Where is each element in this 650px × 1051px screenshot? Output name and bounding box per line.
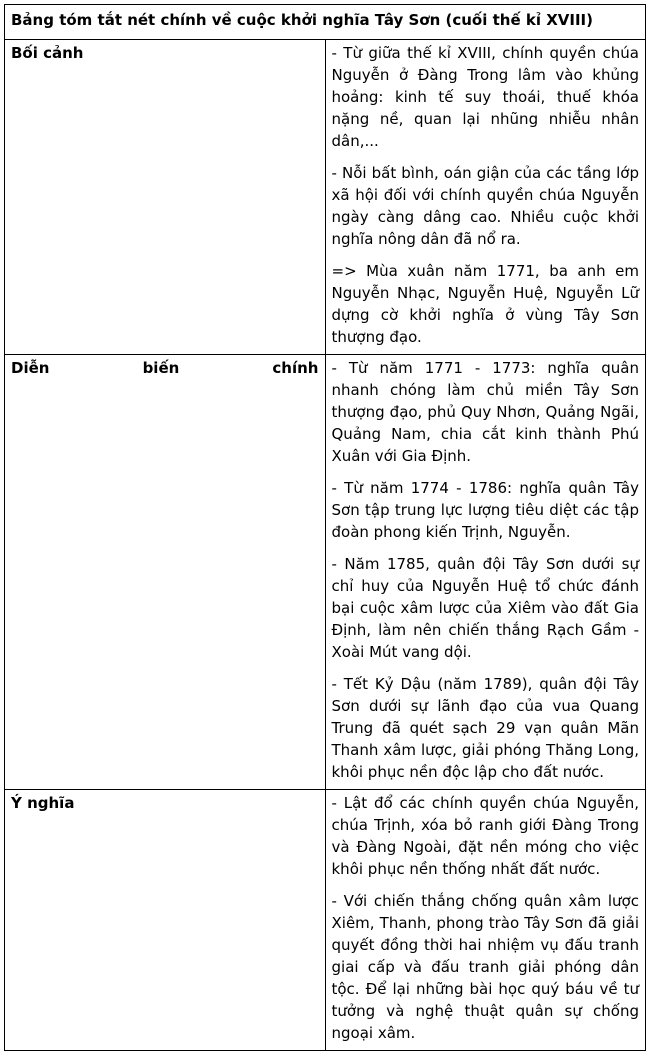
row-label-events: Diễn biến chính [5, 355, 326, 790]
summary-table [4, 4, 646, 1051]
row-label-significance: Ý nghĩa [5, 790, 326, 1051]
table-row [5, 40, 646, 355]
row-content-context [325, 40, 646, 355]
paragraph: - Từ năm 1774 - 1786: nghĩa quân Tây Sơn tập trung lực lượng tiêu diệt các tập đoàn phong kiến Trịnh, Nguyễn. [331, 479, 639, 541]
table-row [5, 790, 646, 1051]
paragraph: - Từ năm 1771 - 1773: nghĩa quân nhanh chóng làm chủ miền Tây Sơn thượng đạo, phủ Quy Nhơn, Quảng Ngãi, Quảng Nam, chia cắt kinh thành Phú Xuân với Gia Định. [331, 359, 639, 465]
paragraph: - Với chiến thắng chống quân xâm lược Xiêm, Thanh, phong trào Tây Sơn đã giải quyết đồng thời hai nhiệm vụ đấu tranh giai cấp và đấu tranh giải phóng dân tộc. Để lại những bài học quý báu về tư tưởng và nghệ thuật quân sự chống ngoại xâm. [331, 892, 639, 1042]
row-content-events [325, 355, 646, 790]
paragraph: - Từ giữa thế kỉ XVIII, chính quyền chúa Nguyễn ở Đàng Trong lâm vào khủng hoảng: kinh tế suy thoái, thuế khóa nặng nề, quan lại nhũng nhiễu nhân dân,... [331, 44, 639, 150]
table-title: Bảng tóm tắt nét chính về cuộc khởi nghĩa Tây Sơn (cuối thế kỉ XVIII) [5, 5, 646, 40]
paragraph: => Mùa xuân năm 1771, ba anh em Nguyễn Nhạc, Nguyễn Huệ, Nguyễn Lữ dựng cờ khởi nghĩa ở vùng Tây Sơn thượng đạo. [331, 262, 639, 346]
title-row [5, 5, 646, 40]
row-label-context: Bối cảnh [5, 40, 326, 355]
paragraph: - Năm 1785, quân đội Tây Sơn dưới sự chỉ huy của Nguyễn Huệ tổ chức đánh bại cuộc xâm lược của Xiêm vào đất Gia Định, làm nên chiến thắng Rạch Gầm - Xoài Mút vang dội. [331, 555, 639, 661]
paragraph: - Nỗi bất bình, oán giận của các tầng lớp xã hội đối với chính quyền chúa Nguyễn ngày càng dâng cao. Nhiều cuộc khởi nghĩa nông dân đã nổ ra. [331, 164, 639, 248]
table-row [5, 355, 646, 790]
paragraph: - Tết Kỷ Dậu (năm 1789), quân đội Tây Sơn dưới sự lãnh đạo của vua Quang Trung đã quét sạch 29 vạn quân Mãn Thanh xâm lược, giải phóng Thăng Long, khôi phục nền độc lập cho đất nước. [331, 675, 639, 781]
paragraph: - Lật đổ các chính quyền chúa Nguyễn, chúa Trịnh, xóa bỏ ranh giới Đàng Trong và Đàng Ngoài, đặt nền móng cho việc khôi phục nền thống nhất đất nước. [331, 794, 639, 878]
row-content-significance [325, 790, 646, 1051]
